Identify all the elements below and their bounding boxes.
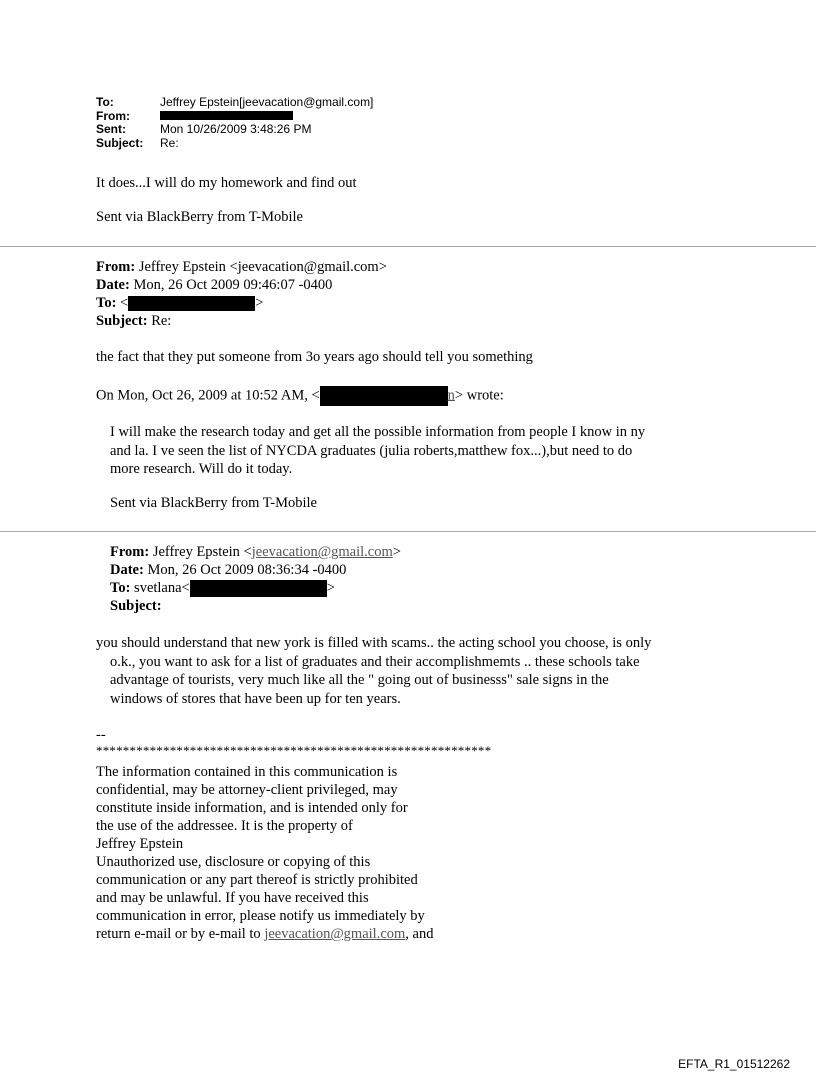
header-sent-value: Mon 10/26/2009 3:48:26 PM	[160, 122, 312, 136]
disclaimer-block	[96, 763, 433, 943]
header-to-row	[96, 96, 373, 110]
message3-from-name: Jeffrey Epstein <	[152, 544, 252, 560]
disclaimer-line: Jeffrey Epstein	[96, 836, 184, 852]
disclaimer-line: Unauthorized use, disclosure or copying of this	[96, 854, 371, 870]
message3-date-value: Mon, 26 Oct 2009 08:36:34 -0400	[147, 562, 347, 578]
signature-stars: ***********************************************************	[96, 743, 492, 758]
body-line: windows of stores that have been up for ten years.	[110, 691, 401, 708]
disclaimer-line: confidential, may be attorney-client privileged, may	[96, 782, 398, 798]
body-line: advantage of tourists, very much like all the " going out of businesss" sale signs in the	[110, 672, 609, 689]
disclaimer-line: communication or any part thereof is strictly prohibited	[96, 872, 418, 888]
message2-from-value: Jeffrey Epstein <jeevacation@gmail.com>	[138, 259, 387, 275]
signature-dash: --	[96, 727, 106, 743]
message3-to	[110, 579, 335, 597]
header-sent-label: Sent:	[96, 122, 126, 136]
message2-to	[96, 294, 263, 312]
header-to-value: Jeffrey Epstein[jeevacation@gmail.com]	[160, 95, 374, 109]
message2-to-prefix: <	[120, 295, 129, 311]
message2-quote-intro	[96, 386, 504, 406]
signature-separator	[96, 727, 491, 759]
message3-date-label: Date:	[110, 562, 144, 578]
quote-intro-suffix: > wrote:	[454, 387, 504, 404]
message3-from-email-link[interactable]: jeevacation@gmail.com	[251, 544, 393, 560]
header-from-row	[96, 110, 373, 124]
message2-to-suffix: >	[255, 295, 264, 311]
message3-from-label: From:	[110, 544, 150, 560]
disclaimer-email-link[interactable]: jeevacation@gmail.com	[264, 926, 406, 942]
header-to-label: To:	[96, 95, 114, 109]
quoted-line: I will make the research today and get all the possible information from people I know in ny	[110, 424, 646, 440]
message2-date	[96, 276, 332, 294]
header-from-label: From:	[96, 108, 130, 123]
message2-subject	[96, 312, 171, 330]
header-subject-row	[96, 137, 373, 151]
message2-quoted-signature: Sent via BlackBerry from T-Mobile	[110, 495, 317, 511]
disclaimer-last-line	[96, 925, 433, 943]
message2-date-value: Mon, 26 Oct 2009 09:46:07 -0400	[133, 277, 333, 293]
redaction-bar	[160, 111, 293, 120]
document-id: EFTA_R1_01512262	[678, 1057, 790, 1071]
message2-body: the fact that they put someone from 3o years ago should tell you something	[96, 349, 533, 365]
disclaimer-line: and may be unlawful. If you have received this	[96, 890, 369, 906]
redaction-bar	[320, 386, 448, 406]
disclaimer-last-suffix: , and	[405, 926, 434, 942]
message2-to-label: To:	[96, 295, 117, 311]
redaction-bar	[190, 580, 327, 597]
message2-quoted-body	[110, 423, 645, 479]
message3-body	[96, 634, 651, 709]
message3-to-label: To:	[110, 580, 131, 596]
divider	[0, 531, 816, 532]
email-header	[96, 96, 373, 150]
quote-intro-prefix: On Mon, Oct 26, 2009 at 10:52 AM, <	[96, 387, 320, 404]
message3-subject-label: Subject:	[110, 598, 162, 614]
divider	[0, 246, 816, 247]
message3-to-suffix: >	[326, 580, 335, 596]
message1-signature: Sent via BlackBerry from T-Mobile	[96, 209, 303, 225]
disclaimer-last-prefix: return e-mail or by e-mail to	[96, 926, 265, 942]
disclaimer-line: the use of the addressee. It is the property of	[96, 818, 353, 834]
message2-subject-value: Re:	[151, 313, 172, 329]
message3-from-close: >	[392, 544, 401, 560]
header-subject-value: Re:	[160, 135, 179, 150]
header-sent-row	[96, 123, 373, 137]
message3-date	[110, 561, 346, 579]
message3-to-value: svetlana<	[134, 580, 190, 596]
message3-from	[110, 543, 401, 561]
message3-subject	[110, 597, 162, 615]
message1-body: It does...I will do my homework and find out	[96, 175, 357, 191]
disclaimer-line: The information contained in this communication is	[96, 764, 398, 780]
header-subject-label: Subject:	[96, 135, 144, 150]
disclaimer-line: communication in error, please notify us immediately by	[96, 908, 425, 924]
body-line: you should understand that new york is filled with scams.. the acting school you choose, is only	[96, 635, 652, 651]
quoted-line: and la. I ve seen the list of NYCDA graduates (julia roberts,matthew fox...),but need to do	[110, 442, 633, 459]
message2-from-label: From:	[96, 259, 136, 275]
message2-from	[96, 258, 387, 276]
quoted-line: more research. Will do it today.	[110, 461, 293, 478]
message2-date-label: Date:	[96, 277, 130, 293]
quote-intro-tail: n	[447, 387, 455, 404]
redaction-bar	[128, 296, 255, 311]
body-line: o.k., you want to ask for a list of graduates and their accomplishmemts .. these schools take	[110, 653, 640, 670]
disclaimer-line: constitute inside information, and is intended only for	[96, 800, 408, 816]
message2-subject-label: Subject:	[96, 313, 148, 329]
